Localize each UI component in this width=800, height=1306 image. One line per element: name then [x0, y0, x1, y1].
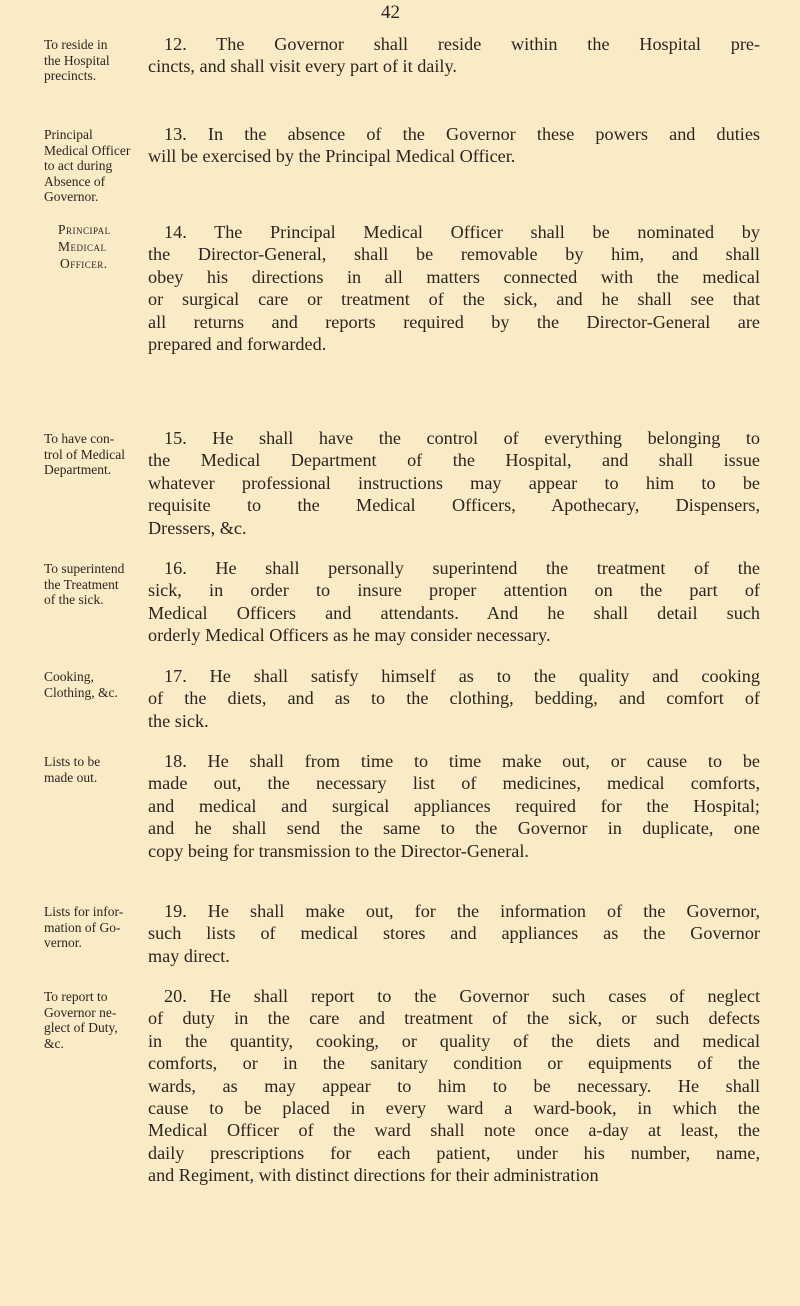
paragraph-line: or surgical care or treatment of the sick, and he shall see that — [148, 289, 760, 310]
paragraph-line: may direct. — [148, 945, 230, 966]
paragraph-line: 16. He shall personally superintend the treatment of the — [164, 558, 760, 578]
paragraph-line: obey his directions in all matters connected with the medical — [148, 266, 760, 287]
paragraph-line: orderly Medical Officers as he may consider necessary. — [148, 625, 551, 646]
margin-note-line: Medical Officer — [44, 142, 131, 158]
margin-note — [44, 989, 148, 1051]
paragraph-line: and he shall send the same to the Governor in duplicate, one — [148, 818, 760, 839]
margin-note-line: Officer. — [60, 256, 108, 271]
margin-note — [44, 669, 148, 700]
margin-note-line: &c. — [44, 1035, 64, 1051]
paragraph-text — [148, 750, 760, 862]
paragraph-text — [148, 427, 760, 539]
paragraph-line: the Director-General, shall be removable by him, and shall — [148, 244, 760, 265]
margin-note-line: Governor ne- — [44, 1004, 117, 1020]
paragraph-text — [148, 900, 760, 967]
margin-note-line: precincts. — [44, 68, 97, 84]
margin-note — [44, 754, 148, 785]
paragraph-line: 19. He shall make out, for the information of the Governor, — [164, 901, 760, 921]
margin-note-line: Department. — [44, 462, 112, 478]
page-number: 42 — [381, 2, 400, 23]
paragraph-text — [148, 221, 760, 355]
margin-note — [44, 127, 148, 205]
paragraph-line: such lists of medical stores and appliances as the Governor — [148, 923, 760, 944]
paragraph-line: copy being for transmission to the Director-General. — [148, 840, 529, 861]
paragraph-line: will be exercised by the Principal Medical Officer. — [148, 146, 516, 167]
margin-note-line: to act during — [44, 158, 113, 174]
paragraph-line: 20. He shall report to the Governor such cases of neglect — [164, 986, 760, 1006]
paragraph-line: daily prescriptions for each patient, under his number, name, — [148, 1142, 760, 1163]
paragraph-line: 17. He shall satisfy himself as to the quality and cooking — [164, 666, 760, 686]
paragraph-line: cause to be placed in every ward a ward-book, in which the — [148, 1097, 760, 1118]
paragraph-line: 15. He shall have the control of everything belonging to — [164, 428, 760, 448]
margin-note — [44, 561, 148, 608]
paragraph-line: whatever professional instructions may appear to him to be — [148, 472, 760, 493]
margin-note — [58, 221, 162, 272]
paragraph-line: cincts, and shall visit every part of it daily. — [148, 56, 457, 77]
paragraph-line: and medical and surgical appliances required for the Hospital; — [148, 795, 760, 816]
paragraph-line: Medical Officer of the ward shall note once a-day at least, the — [148, 1120, 760, 1141]
margin-note-line: Lists for infor- — [44, 904, 124, 919]
paragraph-line: 18. He shall from time to time make out, or cause to be — [164, 751, 760, 771]
margin-note — [44, 904, 148, 951]
margin-note-line: Medical — [58, 239, 107, 254]
margin-note-line: made out. — [44, 769, 98, 785]
margin-note-line: mation of Go- — [44, 919, 121, 935]
margin-note-line: Clothing, &c. — [44, 684, 118, 700]
margin-note-line: the Treatment — [44, 576, 119, 592]
paragraph-line: and Regiment, with distinct directions for their administration — [148, 1165, 599, 1186]
margin-note-line: Governor. — [44, 189, 99, 205]
paragraph-line: requisite to the Medical Officers, Apothecary, Dispensers, — [148, 495, 760, 516]
paragraph-line: 14. The Principal Medical Officer shall be nominated by — [164, 222, 760, 242]
margin-note-line: Absence of — [44, 173, 106, 189]
paragraph-line: wards, as may appear to him to be necessary. He shall — [148, 1075, 760, 1096]
paragraph-text — [148, 665, 760, 732]
paragraph-text — [148, 33, 760, 78]
margin-note — [44, 37, 148, 84]
paragraph-line: the Medical Department of the Hospital, and shall issue — [148, 450, 760, 471]
paragraph-line: the sick. — [148, 710, 209, 731]
paragraph-line: of the diets, and as to the clothing, bedding, and comfort of — [148, 688, 760, 709]
paragraph-line: Dressers, &c. — [148, 517, 247, 538]
paragraph-line: all returns and reports required by the Director-General are — [148, 311, 760, 332]
paragraph-line: 12. The Governor shall reside within the Hospital pre- — [164, 34, 760, 54]
margin-note-line: the Hospital — [44, 52, 110, 68]
margin-note-line: trol of Medical — [44, 446, 125, 462]
margin-note — [44, 431, 148, 478]
paragraph-line: in the quantity, cooking, or quality of the diets and medical — [148, 1030, 760, 1051]
margin-note-line: vernor. — [44, 935, 82, 951]
paragraph-line: Medical Officers and attendants. And he shall detail such — [148, 602, 760, 623]
margin-note-line: Principal — [58, 222, 111, 237]
paragraph-line: comforts, or in the sanitary condition or equipments of the — [148, 1053, 760, 1074]
margin-note-line: of the sick. — [44, 592, 104, 608]
paragraph-line: 13. In the absence of the Governor these powers and duties — [164, 124, 760, 144]
margin-note-line: Principal — [44, 127, 93, 142]
paragraph-line: of duty in the care and treatment of the sick, or such defects — [148, 1008, 760, 1029]
margin-note-line: glect of Duty, — [44, 1020, 118, 1036]
paragraph-text — [148, 985, 760, 1187]
paragraph-text — [148, 123, 760, 168]
margin-note-line: Lists to be — [44, 754, 101, 769]
margin-note-line: To reside in — [44, 37, 108, 52]
paragraph-line: made out, the necessary list of medicines, medical comforts, — [148, 773, 760, 794]
margin-note-line: Cooking, — [44, 669, 94, 684]
paragraph-text — [148, 557, 760, 647]
margin-note-line: To have con- — [44, 431, 115, 446]
margin-note-line: To report to — [44, 989, 108, 1004]
margin-note-line: To superintend — [44, 561, 125, 576]
paragraph-line: prepared and forwarded. — [148, 333, 327, 354]
paragraph-line: sick, in order to insure proper attention on the part of — [148, 580, 760, 601]
